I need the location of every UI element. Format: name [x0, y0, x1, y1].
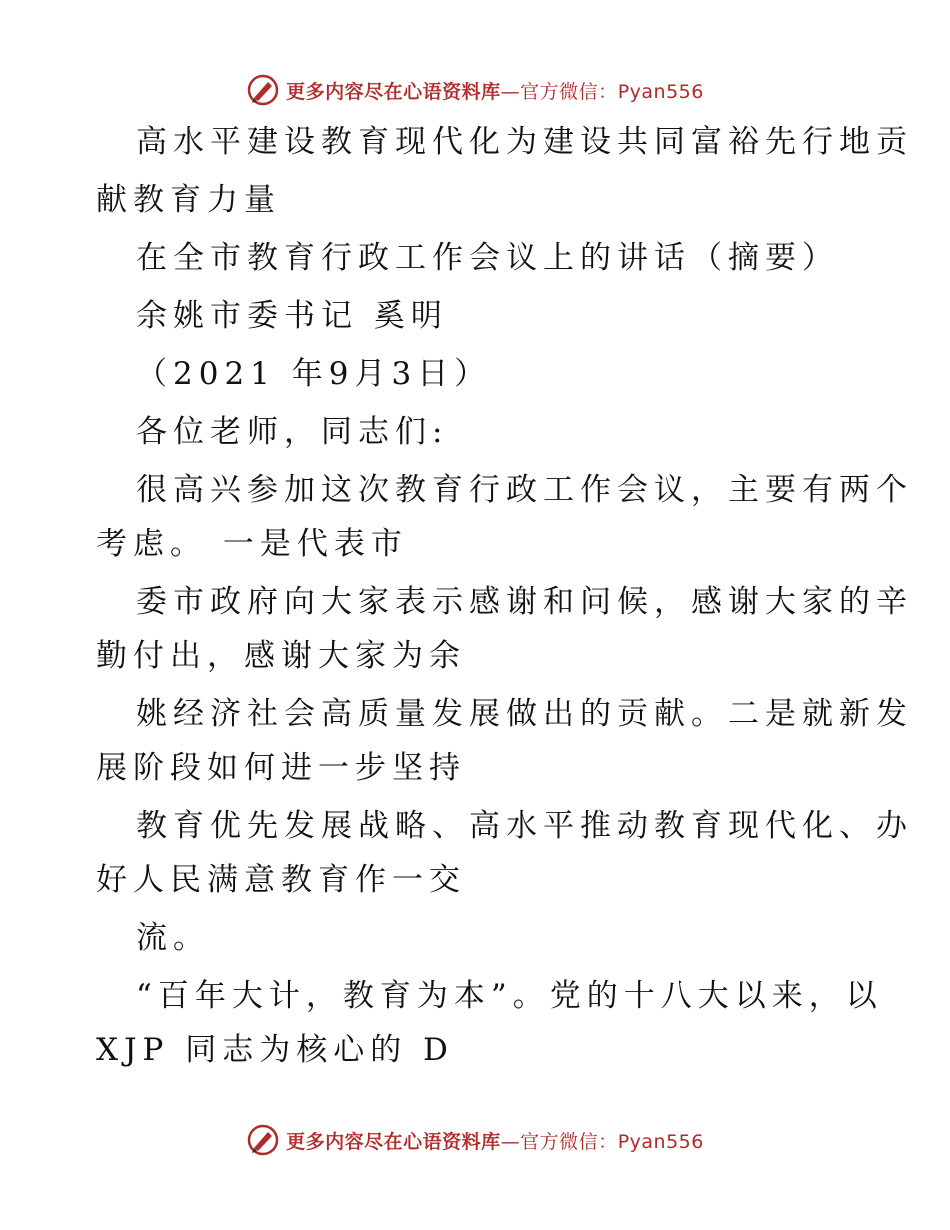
paragraph-line: 姚经济社会高质量发展做出的贡献。二是就新发	[136, 696, 913, 732]
pen-in-circle-logo-icon	[246, 1123, 280, 1157]
header-banner	[0, 70, 950, 110]
paragraph-line: 勤付出，感谢大家为余	[96, 638, 466, 674]
banner-wechat-label: 官方微信：	[520, 1130, 618, 1153]
banner-wechat-label: 官方微信：	[520, 80, 618, 103]
paragraph-line: 展阶段如何进一步坚持	[96, 750, 466, 786]
paragraph-line: 很高兴参加这次教育行政工作会议，主要有两个	[136, 472, 913, 508]
document-subtitle: 在全市教育行政工作会议上的讲话（摘要）	[136, 240, 839, 276]
paragraph-line: XJP 同志为核心的 D	[96, 1032, 454, 1068]
document-date: （2021 年9月3日）	[136, 356, 492, 392]
header-banner-text	[286, 77, 704, 104]
document-body	[96, 124, 913, 1068]
paragraph-line: 教育优先发展战略、高水平推动教育现代化、办	[136, 808, 913, 844]
banner-wechat-id: Pyan556	[617, 1130, 704, 1153]
banner-title: 更多内容尽在心语资料库	[286, 80, 501, 103]
document-title-line-2: 献教育力量	[96, 182, 281, 218]
paragraph-line: 好人民满意教育作一交	[96, 862, 466, 898]
paragraph-line: 考虑。 一是代表市	[96, 526, 408, 562]
document-salutation: 各位老师，同志们:	[136, 414, 449, 450]
banner-title: 更多内容尽在心语资料库	[286, 1130, 501, 1153]
banner-separator: —	[500, 1130, 521, 1153]
paragraph-line: 流。	[136, 920, 210, 956]
document-author: 余姚市委书记 奚明	[136, 298, 448, 334]
banner-wechat-id: Pyan556	[617, 80, 704, 103]
banner-separator: —	[500, 80, 521, 103]
paragraph-line: “百年大计，教育为本”。党的十八大以来，以	[136, 978, 883, 1014]
footer-banner-text	[286, 1127, 704, 1154]
paragraph-line: 委市政府向大家表示感谢和问候，感谢大家的辛	[136, 584, 913, 620]
document-title-line-1: 高水平建设教育现代化为建设共同富裕先行地贡	[136, 124, 913, 160]
footer-banner	[0, 1120, 950, 1160]
pen-in-circle-logo-icon	[246, 73, 280, 107]
